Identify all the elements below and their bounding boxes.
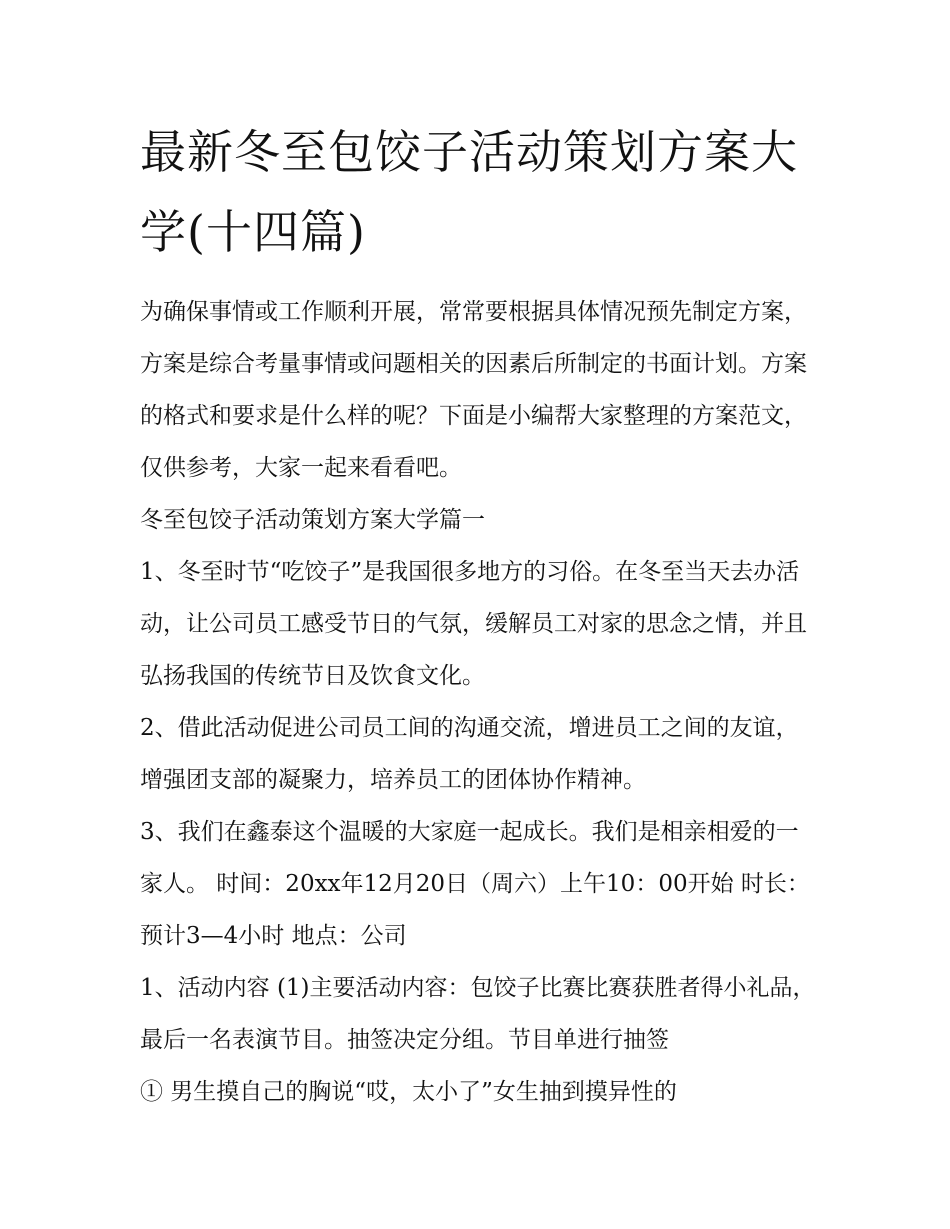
intro-paragraph: 为确保事情或工作顺利开展，常常要根据具体情况预先制定方案，方案是综合考量事情或问题相关的因素后所制定的书面计划。方案的格式和要求是什么样的呢？下面是小编帮大家整理的方案范文，仅供参考，大家一起来看看吧。 xyxy=(140,299,807,481)
list-item: 2、借此活动促进公司员工间的沟通交流，增进员工之间的友谊，增强团支部的凝聚力，培养员工的团体协作精神。 xyxy=(140,715,799,793)
list-item: 1、活动内容 (1)主要活动内容：包饺子比赛比赛获胜者得小礼品，最后一名表演节目。抽签决定分组。节目单进行抽签 xyxy=(140,975,816,1053)
list-item: 1、冬至时节“吃饺子”是我国很多地方的习俗。在冬至当天去办活动，让公司员工感受节日的气氛，缓解员工对家的思念之情，并且弘扬我国的传统节日及饮食文化。 xyxy=(140,559,807,689)
document-title: 最新冬至包饺子活动策划方案大学(十四篇) xyxy=(140,125,798,259)
document-body xyxy=(140,112,820,1118)
list-item: ① 男生摸自己的胸说“哎，太小了”女生抽到摸异性的 xyxy=(140,1079,677,1105)
list-item: 3、我们在鑫泰这个温暖的大家庭一起成长。我们是相亲相爱的一家人。 时间：20xx年12月20日（周六）上午10：00开始 时长：预计3—4小时 地点：公司 xyxy=(140,819,810,949)
section-heading: 冬至包饺子活动策划方案大学篇一 xyxy=(140,507,485,533)
